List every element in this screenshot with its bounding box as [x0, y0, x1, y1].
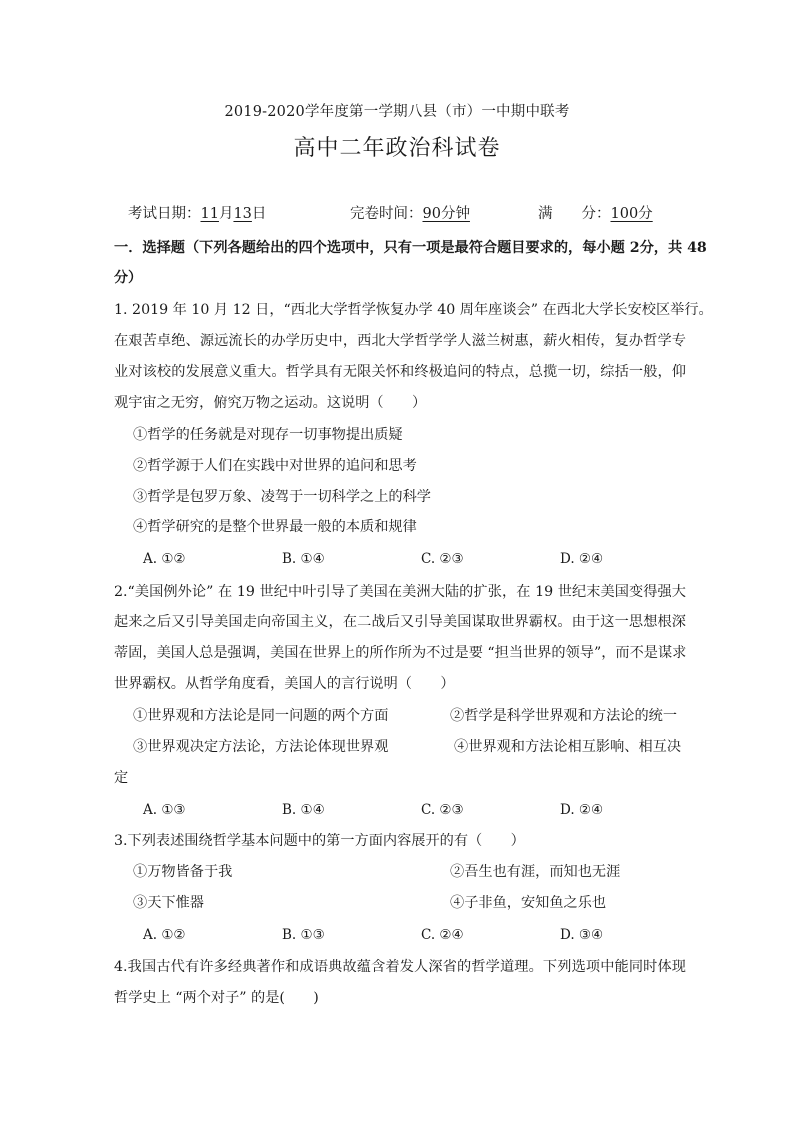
q3-answer-c: C. ②④: [421, 927, 464, 943]
time-label: 完卷时间：: [350, 206, 423, 222]
q1-answer-d: D. ②④: [560, 551, 604, 567]
exam-duration: [350, 204, 470, 224]
exam-subtitle: 2019-2020学年度第一学期八县（市）一中期中联考: [224, 104, 570, 120]
q1-option-3: ③哲学是包罗万象、凌驾于一切科学之上的科学: [133, 489, 431, 505]
q1-option-2: ②哲学源于人们在实践中对世界的追问和思考: [133, 458, 417, 474]
q2-line-3: 蒂固，美国人总是强调，美国在世界上的所作所为不过是要 “担当世界的领导”，而不是谋求: [114, 645, 687, 661]
score-value: 100分: [610, 206, 653, 222]
date-day: 13: [233, 206, 252, 222]
q2-line-1: 2.“美国例外论” 在 19 世纪中叶引导了美国在美洲大陆的扩张，在 19 世纪末美国变得强大: [114, 584, 686, 600]
q3-option-3: ③天下惟器: [133, 895, 204, 911]
q3-answer-b: B. ①③: [282, 927, 325, 943]
q2-answer-a: A. ①③: [143, 802, 186, 818]
q2-option-4: ④世界观和方法论相互影响、相互决: [454, 739, 682, 755]
date-day-suffix: 日: [251, 206, 267, 222]
q1-answer-b: B. ①④: [282, 551, 325, 567]
date-month: 11: [200, 206, 219, 222]
q3-line-1: 3.下列表述围绕哲学基本问题中的第一方面内容展开的有（ ）: [114, 833, 525, 849]
q1-answer-c: C. ②③: [421, 551, 464, 567]
q1-option-4: ④哲学研究的是整个世界最一般的本质和规律: [133, 519, 417, 535]
q1-option-1: ①哲学的任务就是对现存一切事物提出质疑: [133, 427, 403, 443]
q1-line-2: 在艰苦卓绝、源远流长的办学历史中，西北大学哲学学人滋兰树惠，薪火相传，复办哲学专: [114, 333, 686, 349]
q4-line-2: 哲学史上 “两个对子” 的是( ): [114, 990, 319, 1006]
time-value: 90分钟: [422, 206, 470, 222]
exam-score: [538, 204, 653, 224]
date-month-suffix: 月: [218, 206, 234, 222]
q1-answer-a: A. ①②: [143, 551, 186, 567]
q2-line-2: 起来之后又引导美国走向帝国主义，在二战后又引导美国谋取世界霸权。由于这一思想根深: [114, 614, 686, 630]
q4-line-1: 4.我国古代有许多经典著作和成语典故蕴含着发人深省的哲学道理。下列选项中能同时体现: [114, 959, 686, 975]
exam-title: 高中二年政治科试卷: [293, 136, 501, 161]
section-heading-line2: 分）: [114, 270, 142, 286]
q2-option-2: ②哲学是科学世界观和方法论的统一: [450, 708, 678, 724]
q3-answer-a: A. ①②: [143, 927, 186, 943]
q3-option-1: ①万物皆备于我: [133, 864, 233, 880]
date-label: 考试日期：: [128, 206, 201, 222]
q1-line-4: 观宇宙之无穷，俯究万物之运动。这说明（ ）: [114, 395, 427, 411]
q2-option-1: ①世界观和方法论是同一问题的两个方面: [133, 708, 389, 724]
exam-date: [128, 204, 266, 224]
q1-line-3: 业对该校的发展意义重大。哲学具有无限关怀和终极追问的特点，总揽一切，综括一般，仰: [114, 364, 686, 380]
section-heading-line1: 一．选择题（下列各题给出的四个选项中，只有一项是最符合题目要求的，每小题 2分，共 48: [114, 240, 707, 256]
q3-answer-d: D. ③④: [560, 927, 604, 943]
q2-answer-d: D. ②④: [560, 802, 604, 818]
score-label: 满 分：: [538, 206, 611, 222]
q2-line-4: 世界霸权。从哲学角度看，美国人的言行说明（ ）: [114, 676, 455, 692]
q3-option-4: ④子非鱼，安知鱼之乐也: [450, 895, 607, 911]
q3-option-2: ②吾生也有涯，而知也无涯: [450, 864, 621, 880]
q2-answer-c: C. ②③: [421, 802, 464, 818]
q2-option-3: ③世界观决定方法论，方法论体现世界观: [133, 739, 389, 755]
q2-answer-b: B. ①④: [282, 802, 325, 818]
q2-option-4-cont: 定: [114, 770, 129, 786]
q1-line-1: 1. 2019 年 10 月 12 日，“西北大学哲学恢复办学 40 周年座谈会” 在西北大学长安校区举行。: [114, 302, 713, 318]
